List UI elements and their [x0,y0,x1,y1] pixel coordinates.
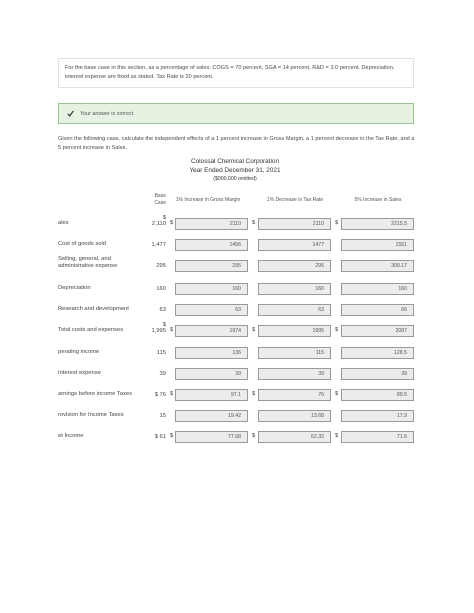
base-case-value: 160 [156,286,166,292]
currency-symbol: $ [252,433,256,439]
answer-field[interactable]: 39 [341,368,414,380]
answer-correct-banner [58,103,414,124]
base-case-header-line1: Base [154,193,166,199]
base-case-value: $ 76 [154,392,166,398]
row-label: et Income [58,433,84,439]
statement-heading [160,157,310,184]
col-sales-header: 5% Increase in Sales [354,197,402,203]
instructions: Given the following case, calculate the independent effects of a 1 percent increase in Gross Margin, a 1 percent decrease in the Tax Rate, and a 5 percent increase in Sales. [58,136,415,151]
currency-symbol: $ [335,327,339,333]
row-label: rovision for Income Taxes [58,412,124,418]
currency-symbol: $ [170,391,174,397]
answer-field[interactable]: 309.17 [341,260,414,272]
answer-field[interactable]: 1456 [175,239,248,251]
answer-field[interactable]: 19.42 [175,410,248,422]
col-tax-rate-header: 1% Decrease in Tax Rate [266,197,324,203]
answer-field[interactable]: 295 [258,260,331,272]
base-case-value: $ 61 [154,434,166,440]
currency-symbol: $ [335,433,339,439]
answer-field[interactable]: 1477 [258,239,331,251]
answer-field[interactable]: 39 [258,368,331,380]
answer-field[interactable]: 2110 [258,218,331,230]
base-case-value-part: $ [162,322,166,328]
answer-field[interactable]: 136 [175,347,248,359]
answer-correct-text: Your answer is correct. [80,110,135,117]
currency-symbol: $ [335,220,339,226]
row-label: ales [58,220,69,226]
answer-field[interactable]: 13.68 [258,410,331,422]
row-label: Selling, general, and administrative expense [58,256,118,269]
answer-field[interactable]: 1995 [258,325,331,337]
answer-field[interactable]: 128.5 [341,347,414,359]
currency-symbol: $ [170,327,174,333]
base-case-value: 295 [156,263,166,269]
answer-field[interactable]: 1974 [175,325,248,337]
answer-field[interactable]: 39 [175,368,248,380]
currency-symbol: $ [335,391,339,397]
base-case-value: 1,477 [151,242,166,248]
base-case-value-part: $ [162,215,166,221]
base-case-value: 39 [159,371,166,377]
answer-field[interactable]: 63 [258,304,331,316]
base-case-value-part: 2,110 [151,221,166,227]
answer-field[interactable]: 115 [258,347,331,359]
problem-note-text: For the base case in this section, as a percentage of sales: COGS = 70 percent, SGA = 14 percent, R&D = 3.0 percent. Depreciation, interest expense are fixed as stated. Tax Rate is 20 percent. [65,65,395,80]
answer-field[interactable]: 160 [341,283,414,295]
answer-field[interactable]: 2215.5 [341,218,414,230]
base-case-header-line2: Case [154,199,166,206]
currency-symbol: $ [252,391,256,397]
base-case-value [140,215,166,227]
statement-period: Year Ended December 31, 2021 [189,167,281,174]
statement-units: ($000,000 omitted) [213,176,257,182]
col-gross-margin-header: 1% Increase in Gross Margin [175,197,241,203]
row-label: arnings before income Taxes [58,391,133,397]
answer-field[interactable]: 76 [258,389,331,401]
answer-field[interactable]: 1551 [341,239,414,251]
row-label: Depreciation [58,285,91,291]
row-label: Total costs and expenses [58,327,124,333]
row-label: perating income [58,349,100,355]
base-case-value-part: 1,995 [151,328,166,334]
answer-field[interactable]: 2110 [175,218,248,230]
answer-field[interactable]: 2087 [341,325,414,337]
currency-symbol: $ [252,327,256,333]
answer-field[interactable]: 77.68 [175,431,248,443]
company-name: Colossal Chemical Corporation [190,158,280,165]
row-label: Cost of goods sold [58,241,107,247]
currency-symbol: $ [170,433,174,439]
answer-field[interactable]: 66 [341,304,414,316]
base-case-value: 63 [159,307,166,313]
base-case-value: 115 [156,350,166,356]
currency-symbol: $ [170,220,174,226]
answer-field[interactable]: 97.1 [175,389,248,401]
base-case-value: 15 [159,413,166,419]
base-case-value [140,322,166,334]
problem-note [58,58,414,88]
answer-field[interactable]: 295 [175,260,248,272]
answer-field[interactable]: 160 [175,283,248,295]
currency-symbol: $ [252,220,256,226]
answer-field[interactable]: 71.6 [341,431,414,443]
row-label: Interest expense [58,370,101,376]
answer-field[interactable]: 17.9 [341,410,414,422]
row-label: Research and development [58,306,129,312]
answer-field[interactable]: 62.32 [258,431,331,443]
answer-field[interactable]: 63 [175,304,248,316]
base-case-header [140,193,166,206]
check-icon [67,110,74,117]
answer-field[interactable]: 89.5 [341,389,414,401]
answer-field[interactable]: 160 [258,283,331,295]
